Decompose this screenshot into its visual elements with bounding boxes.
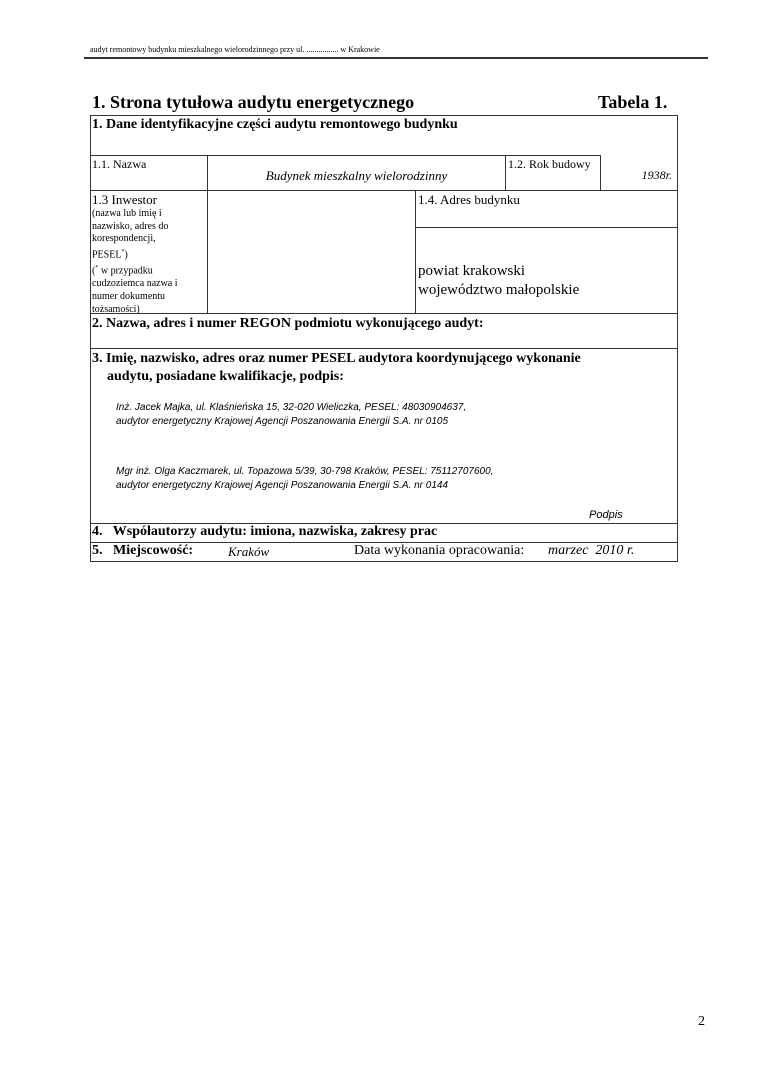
auditor-1 xyxy=(116,401,466,429)
table-label: Tabela 1. xyxy=(598,92,668,112)
year-value: 1938r. xyxy=(641,168,672,182)
page-title: 1. Strona tytułowa audytu energetycznego xyxy=(92,92,415,112)
note-text: PESEL xyxy=(92,249,122,261)
note-line: nazwisko, adres do xyxy=(92,220,169,232)
auditor-2 xyxy=(116,465,493,493)
note-line xyxy=(92,246,178,262)
note-line xyxy=(92,262,178,278)
auditor-line: audytor energetyczny Krajowej Agencji Poszanowania Energii S.A. nr 0105 xyxy=(116,416,449,427)
year-label: 1.2. Rok budowy xyxy=(508,157,591,171)
note-line: tożsamości) xyxy=(92,303,140,315)
signature-label: Podpis xyxy=(589,509,623,521)
name-label: 1.1. Nazwa xyxy=(92,157,147,171)
note-line: (nazwa lub imię i xyxy=(92,208,162,219)
investor-value-cell xyxy=(207,190,416,314)
section1-heading: 1. Dane identyfikacyjne części audytu remontowego budynku xyxy=(92,117,458,132)
auditor-line: Inż. Jacek Majka, ul. Klaśnieńska 15, 32-020 Wieliczka, PESEL: 48030904637, xyxy=(116,402,467,413)
investor-note xyxy=(92,208,178,316)
footnote-mark: * xyxy=(121,249,125,256)
section4-heading: 4. Współautorzy audytu: imiona, nazwiska, zakresy prac xyxy=(92,524,438,539)
note-line: korespondencji, xyxy=(92,233,156,245)
note-text: ( xyxy=(92,265,96,277)
page-number: 2 xyxy=(698,1014,705,1029)
note-text: ) xyxy=(124,249,128,261)
auditor-line: Mgr inż. Olga Kaczmarek, ul. Topazowa 5/39, 30-798 Kraków, PESEL: 75112707600, xyxy=(116,466,494,477)
place-value: Kraków xyxy=(228,544,270,559)
address-line: województwo małopolskie xyxy=(418,282,580,298)
auditor-line: audytor energetyczny Krajowej Agencji Poszanowania Energii S.A. nr 0144 xyxy=(116,480,449,491)
date-label: Data wykonania opracowania: xyxy=(354,543,525,558)
running-header: audyt remontowy budynku mieszkalnego wielorodzinnego przy ul. ................ w Krakowie xyxy=(90,45,380,54)
note-line: cudzoziemca nazwa i xyxy=(92,278,178,290)
section2-heading: 2. Nazwa, adres i numer REGON podmiotu wykonującego audyt: xyxy=(92,316,484,331)
note-line: numer dokumentu xyxy=(92,290,166,302)
section3-heading-2: audytu, posiadane kwalifikacje, podpis: xyxy=(107,369,344,384)
header-rule xyxy=(84,57,708,59)
section3-heading-1: 3. Imię, nazwisko, adres oraz numer PESEL audytora koordynującego wykonanie xyxy=(92,351,581,366)
address-line: powiat krakowski xyxy=(418,263,526,279)
name-value: Budynek mieszkalny wielorodzinny xyxy=(265,168,448,183)
footnote-mark: * xyxy=(95,265,99,272)
note-text: w przypadku xyxy=(98,265,153,277)
address-value xyxy=(418,262,579,300)
date-value: marzec 2010 r. xyxy=(548,543,635,558)
section5-label: 5. Miejscowość: xyxy=(92,543,194,558)
investor-label: 1.3 Inwestor xyxy=(92,192,157,207)
address-label: 1.4. Adres budynku xyxy=(418,192,520,207)
